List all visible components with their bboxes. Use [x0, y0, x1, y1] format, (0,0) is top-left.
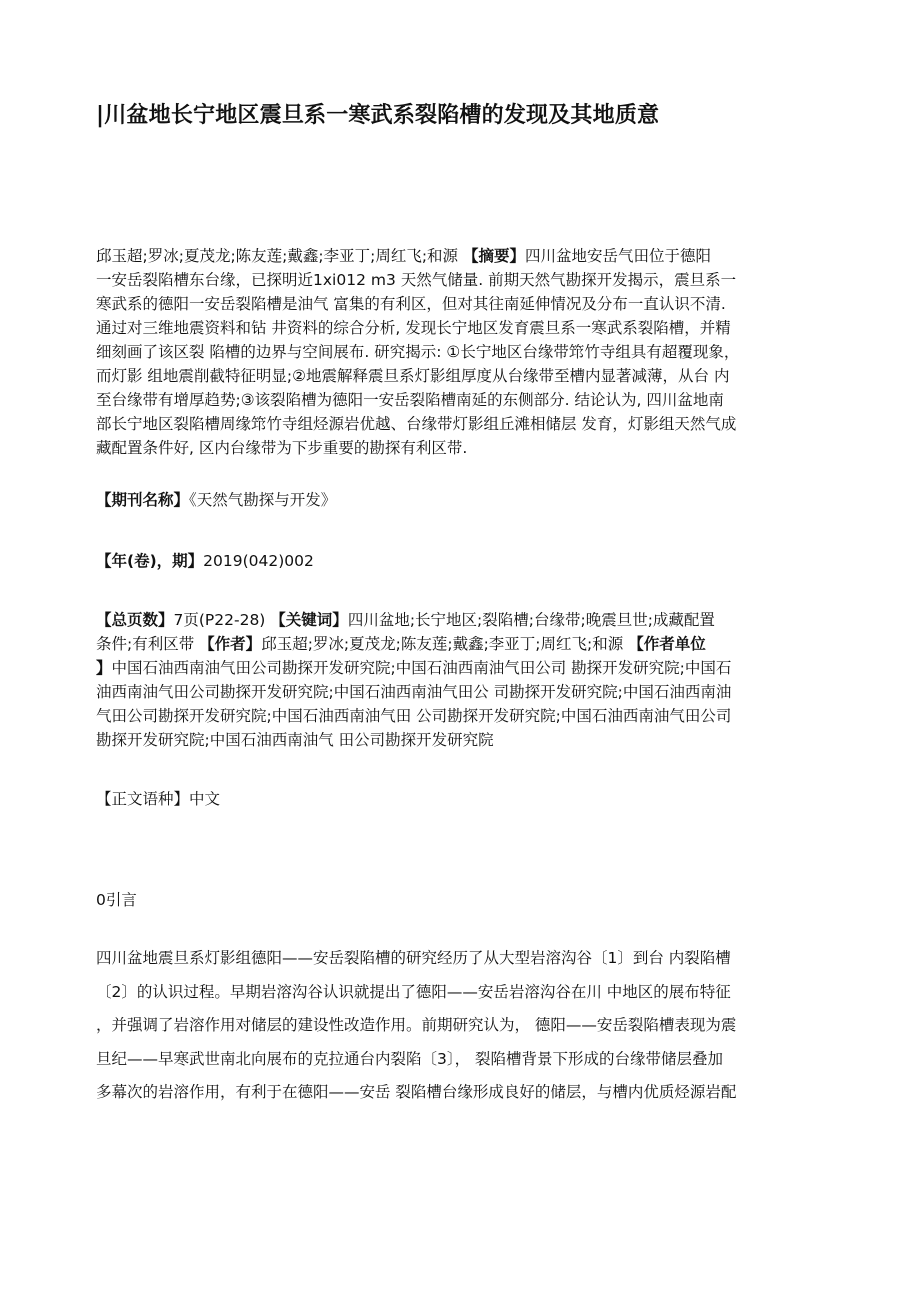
journal-label: 【期刊名称】 — [96, 491, 190, 509]
metadata-line — [96, 656, 826, 680]
journal-value: 《天然气勘探与开发》 — [189, 491, 337, 509]
body-line: 多幕次的岩溶作用，有利于在德阳——安岳 裂陷槽台缘形成良好的储层，与槽内优质烃源岩配 — [96, 1083, 737, 1102]
journal-name-row — [96, 488, 826, 512]
metadata-line: 油西南油气田公司勘探开发研究院;中国石油西南油气田公 司勘探开发研究院;中国石油西南油 — [96, 683, 732, 701]
year-value: 2019(042)002 — [203, 552, 314, 570]
keywords-label: 【关键词】 — [270, 611, 348, 629]
abstract-line: 而灯影 组地震削截特征明显;②地震解释震旦系灯影组厚度从台缘带至槽内显著减薄，从台 内 — [96, 367, 730, 385]
abstract-line — [96, 244, 826, 268]
metadata-line — [96, 632, 826, 656]
keywords-value: 四川盆地;长宁地区;裂陷槽;台缘带;晚震旦世;成藏配置 — [347, 611, 715, 629]
metadata-block — [96, 608, 826, 752]
affiliation-text: 中国石油西南油气田公司勘探开发研究院;中国石油西南油气田公司 勘探开发研究院;中国石 — [111, 659, 732, 677]
affiliation-label-end: 】 — [96, 659, 112, 677]
body-line: ，并强调了岩溶作用对储层的建设性改造作用。前期研究认为， 德阳——安岳裂陷槽表现为震 — [96, 1016, 737, 1035]
body-line: 四川盆地震旦系灯影组德阳——安岳裂陷槽的研究经历了从大型岩溶沟谷〔1〕到台 内裂陷槽 — [96, 949, 731, 967]
body-paragraph — [96, 942, 826, 1110]
abstract-line: 藏配置条件好, 区内台缘带为下步重要的勘探有利区带. — [96, 439, 468, 457]
metadata-line: 气田公司勘探开发研究院;中国石油西南油气田 公司勘探开发研究院;中国石油西南油气田公司 — [96, 707, 732, 725]
document-title: |川盆地长宁地区震旦系一寒武系裂陷槽的发现及其地质意 — [96, 103, 660, 128]
language-label: 【正文语种】 — [96, 790, 190, 808]
abstract-line: 部长宁地区裂陷槽周缘筇竹寺组烃源岩优越、台缘带灯影组丘滩相储层 发育，灯影组天然气成 — [96, 415, 737, 433]
abstract-line: 一安岳裂陷槽东台缘，已探明近1xi012 m3 天然气储量. 前期天然气勘探开发揭示，震旦系一 — [96, 271, 737, 289]
section-heading: 0引言 — [96, 891, 137, 909]
metadata-line — [96, 608, 826, 632]
body-line: 旦纪——早寒武世南北向展布的克拉通台内裂陷〔3〕， 裂陷槽背景下形成的台缘带储层叠加 — [96, 1049, 724, 1068]
abstract-label: 【摘要】 — [463, 247, 526, 265]
abstract-line: 通过对三维地震资料和钻 井资料的综合分析, 发现长宁地区发育震旦系一寒武系裂陷槽，并精 — [96, 319, 731, 337]
author-list: 邱玉超;罗冰;夏茂龙;陈友莲;戴鑫;李亚丁;周红飞;和源 — [96, 247, 459, 265]
year-volume-row — [96, 549, 826, 573]
language-row — [96, 787, 826, 811]
abstract-line: 至台缘带有增厚趋势;③该裂陷槽为德阳一安岳裂陷槽南延的东侧部分. 结论认为, 四川盆地南 — [96, 391, 724, 409]
language-value: 中文 — [189, 790, 221, 808]
abstract-block — [96, 244, 826, 460]
year-label: 【年(卷)，期】 — [96, 552, 204, 570]
page-count-value: 7页(P22-28) — [173, 611, 266, 629]
abstract-line: 细刻画了该区裂 陷槽的边界与空间展布. 研究揭示: ①长宁地区台缘带筇竹寺组具有超覆现象， — [96, 343, 740, 361]
metadata-line: 勘探开发研究院;中国石油西南油气 田公司勘探开发研究院 — [96, 731, 494, 749]
body-line: 〔2〕的认识过程。早期岩溶沟谷认识就提出了德阳——安岳岩溶沟谷在川 中地区的展布特征 — [96, 982, 731, 1001]
affiliation-label: 【作者单位 — [628, 635, 706, 653]
keywords-value-cont: 条件;有利区带 — [96, 635, 195, 653]
abstract-text: 四川盆地安岳气田位于德阳 — [525, 247, 712, 265]
page-count-label: 【总页数】 — [96, 611, 174, 629]
abstract-line: 寒武系的德阳一安岳裂陷槽是油气 富集的有利区，但对其往南延伸情况及分布一直认识不清. — [96, 295, 726, 313]
authors-value: 邱玉超;罗冰;夏茂龙;陈友莲;戴鑫;李亚丁;周红飞;和源 — [261, 635, 624, 653]
authors-label: 【作者】 — [199, 635, 262, 653]
